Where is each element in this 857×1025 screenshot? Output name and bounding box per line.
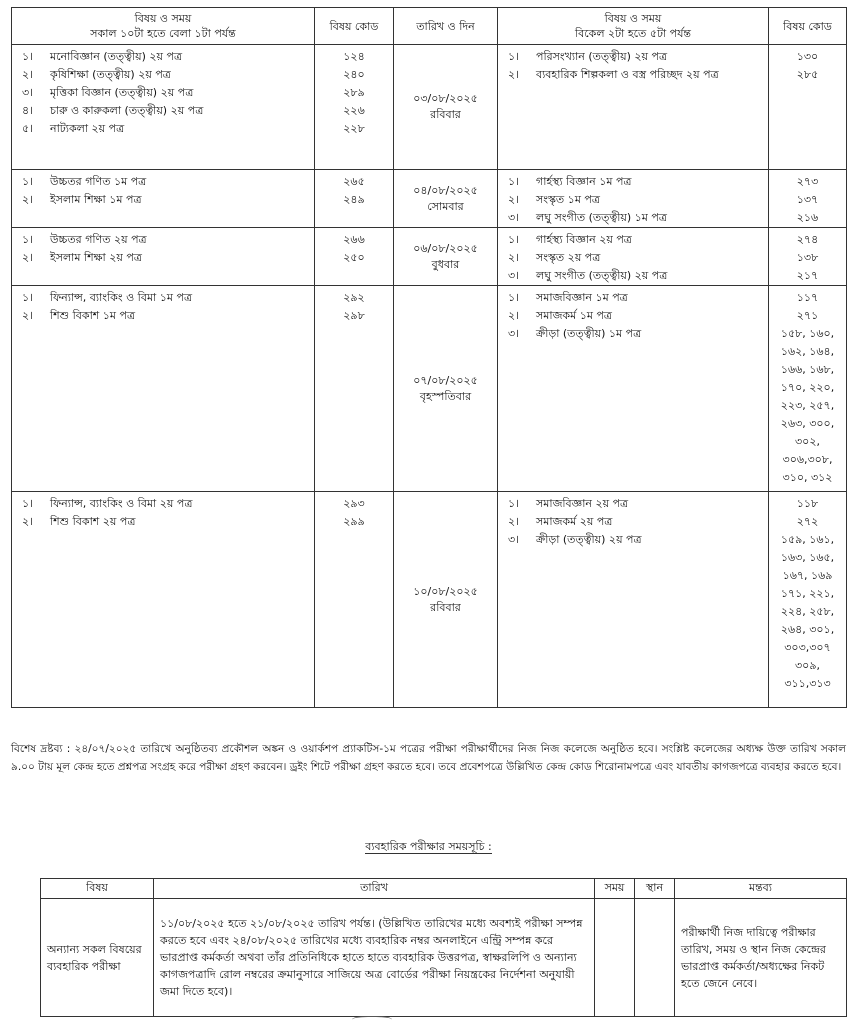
routine-row bbox=[12, 492, 847, 708]
subject-number: ১। bbox=[22, 233, 34, 246]
practical-place bbox=[635, 899, 675, 1017]
routine-row bbox=[12, 170, 847, 228]
subject-name: সমাজকর্ম ১ম পত্র bbox=[536, 309, 612, 322]
practical-remarks: পরীক্ষার্থী নিজ দায়িত্বে পরীক্ষার তারিখ, সময় ও স্থান নিজ কেন্দ্রের ভারপ্রাপ্ত কর্মকর্তা/অধ্যক্ষের নিকট হতে জেনে নেবে। bbox=[675, 899, 847, 1017]
subject-number: ২। bbox=[22, 251, 34, 264]
subject-name: সংস্কৃত ১ম পত্র bbox=[536, 193, 600, 206]
exam-day: রবিবার bbox=[430, 108, 461, 121]
subject-code: ২৮৫ bbox=[796, 68, 819, 81]
subject-code: ১৬৩, ১৬৫, bbox=[780, 551, 835, 564]
morning-subjects-cell bbox=[12, 170, 315, 228]
exam-date: ০৩/০৮/২০২৫ bbox=[413, 92, 478, 105]
subject-number: ১। bbox=[22, 50, 34, 63]
subject-number: ৩। bbox=[22, 86, 34, 99]
practical-date: ১১/০৮/২০২৫ হতে ২১/০৮/২০২৫ তারিখ পর্যন্ত। (উল্লিখিত তারিখের মধ্যে অবশ্যই পরীক্ষা সম্পন্ন করতে হবে এবং ২৪/০৮/২০২৫ তারিখের মধ্যে ব্যবহারিক নম্বর অনলাইনে এন্ট্রি সম্পন্ন করে ভারপ্রাপ্ত কর্মকর্তা অথবা তাঁর প্রতিনিধিকে হাতে হাতে ব্যবহারিক উত্তরপত্র, স্বাক্ষরলিপি ও অন্যান্য কাগজপত্রাদি রোল নম্বরের ক্রমানুসারে সাজিয়ে অত্র বোর্ডের পরীক্ষা নিয়ন্ত্রকের নির্দেশনা অনুযায়ী জমা দিতে হবে)। bbox=[154, 899, 595, 1017]
subject-item bbox=[12, 289, 314, 307]
subject-item bbox=[12, 102, 314, 120]
routine-header-row bbox=[12, 8, 847, 45]
subject-name: ফিন্যান্স, ব্যাংকিং ও বিমা ২য় পত্র bbox=[50, 497, 193, 510]
subject-name: ক্রীড়া (তত্ত্বীয়) ১ম পত্র bbox=[536, 327, 642, 340]
subject-name: চারু ও কারুকলা (তত্ত্বীয়) ২য় পত্র bbox=[50, 104, 204, 117]
morning-subjects-cell bbox=[12, 45, 315, 170]
subject-name: লঘু সংগীত (তত্ত্বীয়) ২য় পত্র bbox=[536, 269, 668, 282]
practical-header-row bbox=[41, 879, 847, 899]
subject-item bbox=[12, 66, 314, 84]
subject-number: ১। bbox=[508, 291, 520, 304]
exam-day: রবিবার bbox=[430, 600, 461, 614]
morning-code-list bbox=[315, 45, 393, 138]
morning-code-list bbox=[315, 228, 393, 267]
subject-code: ৩০৯, bbox=[795, 659, 820, 672]
subject-item bbox=[498, 513, 768, 531]
subject-name: সংস্কৃত ২য় পত্র bbox=[536, 251, 601, 264]
subject-number: ২। bbox=[22, 515, 34, 528]
subject-code: ৩০৬,৩০৮, bbox=[782, 453, 833, 466]
subject-number: ২। bbox=[508, 251, 520, 264]
subject-number: ৫। bbox=[22, 122, 34, 135]
subject-item bbox=[12, 173, 314, 191]
subject-number: ১। bbox=[508, 233, 520, 246]
subject-code: ১৭১, ২২১, bbox=[780, 587, 835, 600]
subject-name: গার্হস্থ্য বিজ্ঞান ১ম পত্র bbox=[536, 175, 632, 188]
afternoon-codes-cell bbox=[769, 170, 847, 228]
subject-code: ২৪৯ bbox=[343, 193, 365, 206]
subject-code: ১৩০ bbox=[796, 50, 819, 63]
afternoon-subject-list bbox=[498, 45, 768, 84]
subject-number: ২। bbox=[508, 193, 520, 206]
exam-date-cell bbox=[394, 228, 498, 286]
subject-number: ২। bbox=[508, 68, 520, 81]
subject-item bbox=[498, 48, 768, 66]
afternoon-code-list bbox=[769, 228, 846, 285]
subject-code: ১৩৮ bbox=[796, 251, 819, 264]
subject-name: উচ্চতর গণিত ১ম পত্র bbox=[50, 175, 147, 188]
subject-item bbox=[498, 191, 768, 209]
morning-subjects-cell bbox=[12, 286, 315, 492]
afternoon-subject-list bbox=[498, 170, 768, 227]
exam-routine-table bbox=[11, 7, 847, 708]
subject-code: ২১৭ bbox=[796, 269, 819, 282]
exam-date: ০৭/০৮/২০২৫ bbox=[413, 373, 478, 387]
subject-code: ২১৬ bbox=[796, 211, 819, 224]
afternoon-subject-list bbox=[498, 228, 768, 285]
subject-code: ৩১০, ৩১২ bbox=[782, 471, 833, 484]
subject-code: ১৬২, ১৬৪, bbox=[780, 345, 835, 358]
exam-date-cell bbox=[394, 492, 498, 708]
morning-subjects-cell bbox=[12, 228, 315, 286]
subject-item bbox=[12, 120, 314, 138]
subject-number: ১। bbox=[508, 175, 520, 188]
afternoon-subject-list bbox=[498, 492, 768, 549]
subject-name: সমাজকর্ম ২য় পত্র bbox=[536, 515, 613, 528]
morning-code-list bbox=[315, 492, 393, 531]
morning-codes-cell bbox=[315, 286, 394, 492]
subject-item bbox=[498, 531, 768, 549]
date-day-header: তারিখ ও দিন bbox=[394, 8, 498, 45]
subject-number: ১। bbox=[508, 497, 520, 510]
subject-number: ৩। bbox=[508, 327, 520, 340]
subject-item bbox=[498, 289, 768, 307]
subject-name: ক্রীড়া (তত্ত্বীয়) ২য় পত্র bbox=[536, 533, 642, 546]
subject-code: ২৯২ bbox=[343, 291, 365, 304]
afternoon-codes-cell bbox=[769, 286, 847, 492]
subject-number: ১। bbox=[22, 497, 34, 510]
subject-name: গার্হস্থ্য বিজ্ঞান ২য় পত্র bbox=[536, 233, 632, 246]
morning-subject-list bbox=[12, 492, 314, 531]
subject-code: ২৬৪, ৩০১, bbox=[780, 623, 835, 636]
subject-code-header-2: বিষয় কোড bbox=[769, 8, 847, 45]
subject-code: ৩০৩,৩০৭ bbox=[784, 641, 831, 654]
exam-day: বৃহস্পতিবার bbox=[419, 389, 472, 403]
subject-name: কৃষিশিক্ষা (তত্ত্বীয়) ২য় পত্র bbox=[50, 68, 171, 81]
practical-time bbox=[595, 899, 635, 1017]
subject-item bbox=[12, 231, 314, 249]
subject-item bbox=[12, 48, 314, 66]
morning-subject-list bbox=[12, 45, 314, 138]
morning-codes-cell bbox=[315, 492, 394, 708]
subject-code: ১৫৮, ১৬০, bbox=[780, 327, 835, 340]
subject-code: ৩১১,৩১৩ bbox=[784, 677, 831, 690]
subject-code: ২২৬ bbox=[343, 104, 365, 117]
subject-code: ১৬৬, ১৬৮, bbox=[780, 363, 835, 376]
afternoon-subjects-cell bbox=[498, 45, 769, 170]
subject-code-header: বিষয় কোড bbox=[315, 8, 394, 45]
subject-name: নাট্যকলা ২য় পত্র bbox=[50, 122, 125, 135]
subject-number: ৪। bbox=[22, 104, 34, 117]
morning-codes-cell bbox=[315, 228, 394, 286]
subject-item bbox=[498, 209, 768, 227]
practical-date-header: তারিখ bbox=[154, 879, 595, 899]
morning-codes-cell bbox=[315, 170, 394, 228]
subject-number: ২। bbox=[508, 309, 520, 322]
afternoon-subjects-cell bbox=[498, 228, 769, 286]
routine-row bbox=[12, 228, 847, 286]
special-note: বিশেষ দ্রষ্টব্য : ২৪/০৭/২০২৫ তারিখে অনুষ্ঠিতব্য প্রকৌশল অঙ্কন ও ওয়ার্কশপ প্র্যাকটিস-১ম পত্রের পরীক্ষা পরীক্ষার্থীদের নিজ নিজ কলেজে অনুষ্ঠিত হবে। সংশ্লিষ্ট কলেজের অধ্যক্ষ উক্ত তারিখ সকাল ৯.০০ টায় মূল কেন্দ্র হতে প্রশ্নপত্র সংগ্রহ করে পরীক্ষা গ্রহণ করবেন। ড্রইং শিটে পরীক্ষা গ্রহণ করতে হবে। তবে প্রবেশপত্রে উল্লিখিত কেন্দ্র কোড শিরোনামপত্রে এবং যাবতীয় কাগজপত্রে ব্যবহার করতে হবে। bbox=[11, 743, 846, 773]
subject-name: সমাজবিজ্ঞান ১ম পত্র bbox=[536, 291, 628, 304]
subject-code: ১১৭ bbox=[796, 291, 819, 304]
subject-code: ২৪০ bbox=[343, 68, 365, 81]
subject-code: ২২৪, ২৫৮, bbox=[780, 605, 835, 618]
subject-number: ১। bbox=[22, 291, 34, 304]
subject-name: ইসলাম শিক্ষা ১ম পত্র bbox=[50, 193, 142, 206]
exam-day: বুধবার bbox=[431, 257, 460, 271]
practical-subject-header: বিষয় bbox=[41, 879, 154, 899]
subject-item bbox=[12, 307, 314, 325]
subject-name: ইসলাম শিক্ষা ২য় পত্র bbox=[50, 251, 142, 264]
subject-name: শিশু বিকাশ ২য় পত্র bbox=[50, 515, 136, 528]
subject-number: ৩। bbox=[508, 533, 520, 546]
subject-code: ১৬৭, ১৬৯ bbox=[782, 569, 833, 582]
subject-code: ২৭১ bbox=[796, 309, 819, 322]
subject-code: ১৫৯, ১৬১, bbox=[780, 533, 835, 546]
exam-date-cell bbox=[394, 170, 498, 228]
subject-name: পরিসংখ্যান (তত্ত্বীয়) ২য় পত্র bbox=[536, 50, 668, 63]
subject-code: ২৯৩ bbox=[343, 497, 365, 510]
afternoon-subjects-cell bbox=[498, 286, 769, 492]
morning-subject-list bbox=[12, 286, 314, 325]
subject-code: ১২৪ bbox=[343, 50, 365, 63]
afternoon-codes-cell bbox=[769, 228, 847, 286]
afternoon-codes-cell bbox=[769, 45, 847, 170]
subject-code: ২৬৩, ৩০০, bbox=[780, 417, 835, 430]
subject-number: ২। bbox=[22, 309, 34, 322]
afternoon-codes-cell bbox=[769, 492, 847, 708]
morning-code-list bbox=[315, 170, 393, 209]
subject-item bbox=[12, 513, 314, 531]
subject-name: মৃত্তিকা বিজ্ঞান (তত্ত্বীয়) ২য় পত্র bbox=[50, 86, 194, 99]
practical-time-header: সময় bbox=[595, 879, 635, 899]
afternoon-subjects-cell bbox=[498, 492, 769, 708]
subject-code: ২২৮ bbox=[343, 122, 365, 135]
subject-name: লঘু সংগীত (তত্ত্বীয়) ১ম পত্র bbox=[536, 211, 667, 224]
subject-item bbox=[498, 231, 768, 249]
practical-row bbox=[41, 899, 847, 1017]
subject-name: শিশু বিকাশ ১ম পত্র bbox=[50, 309, 136, 322]
subject-number: ২। bbox=[22, 68, 34, 81]
exam-date: ১০/০৮/২০২৫ bbox=[413, 584, 478, 598]
subject-number: ২। bbox=[508, 515, 520, 528]
subject-number: ২। bbox=[22, 193, 34, 206]
exam-date: ০৬/০৮/২০২৫ bbox=[413, 241, 478, 255]
practical-schedule-table bbox=[40, 878, 847, 1017]
exam-date: ০৪/০৮/২০২৫ bbox=[413, 183, 478, 197]
subject-name: উচ্চতর গণিত ২য় পত্র bbox=[50, 233, 147, 246]
subject-name: মনোবিজ্ঞান (তত্ত্বীয়) ২য় পত্র bbox=[50, 50, 183, 63]
afternoon-subjects-cell bbox=[498, 170, 769, 228]
subject-code: ১১৮ bbox=[796, 497, 819, 510]
morning-code-list bbox=[315, 286, 393, 325]
subject-item bbox=[498, 495, 768, 513]
subject-code: ২৬৫ bbox=[343, 175, 365, 188]
subject-item bbox=[498, 66, 768, 84]
practical-title: ব্যবহারিক পরীক্ষার সময়সূচি : bbox=[365, 840, 492, 853]
subject-code: ২৯৯ bbox=[343, 515, 365, 528]
subject-name: ফিন্যান্স, ব্যাংকিং ও বিমা ১ম পত্র bbox=[50, 291, 193, 304]
subject-code: ৩০২, bbox=[795, 435, 820, 448]
subject-code: ১৭০, ২২০, bbox=[780, 381, 835, 394]
subject-code: ২৭৩ bbox=[796, 175, 819, 188]
exam-date-cell bbox=[394, 286, 498, 492]
afternoon-code-list bbox=[769, 492, 846, 693]
morning-subjects-cell bbox=[12, 492, 315, 708]
afternoon-code-list bbox=[769, 170, 846, 227]
subject-number: ৩। bbox=[508, 211, 520, 224]
subject-name: সমাজবিজ্ঞান ২য় পত্র bbox=[536, 497, 629, 510]
practical-remarks-header: মন্তব্য bbox=[675, 879, 847, 899]
subject-code: ২৫০ bbox=[343, 251, 365, 264]
subject-number: ১। bbox=[22, 175, 34, 188]
subject-item bbox=[498, 307, 768, 325]
subject-code: ২৬৬ bbox=[343, 233, 365, 246]
subject-item bbox=[498, 173, 768, 191]
afternoon-header: বিষয় ও সময় বিকেল ২টা হতে ৫টা পর্যন্ত bbox=[498, 8, 769, 45]
subject-item bbox=[498, 325, 768, 343]
subject-name: ব্যবহারিক শিল্পকলা ও বস্ত্র পরিচ্ছদ ২য় পত্র bbox=[536, 68, 719, 81]
morning-header: বিষয় ও সময় সকাল ১০টা হতে বেলা ১টা পর্যন্ত bbox=[12, 8, 315, 45]
morning-subject-list bbox=[12, 228, 314, 267]
subject-code: ২৭৪ bbox=[796, 233, 819, 246]
practical-subject: অন্যান্য সকল বিষয়ের ব্যবহারিক পরীক্ষা bbox=[41, 899, 154, 1017]
afternoon-code-list bbox=[769, 286, 846, 487]
subject-code: ২২৩, ২৫৭, bbox=[780, 399, 835, 412]
subject-item bbox=[12, 249, 314, 267]
subject-item bbox=[12, 495, 314, 513]
morning-subject-list bbox=[12, 170, 314, 209]
routine-row bbox=[12, 286, 847, 492]
subject-number: ১। bbox=[508, 50, 520, 63]
exam-date-cell bbox=[394, 45, 498, 170]
subject-item bbox=[498, 249, 768, 267]
afternoon-subject-list bbox=[498, 286, 768, 343]
subject-code: ২৭২ bbox=[796, 515, 819, 528]
routine-row bbox=[12, 45, 847, 170]
morning-codes-cell bbox=[315, 45, 394, 170]
subject-item bbox=[498, 267, 768, 285]
subject-code: ২৯৮ bbox=[343, 309, 365, 322]
afternoon-code-list bbox=[769, 45, 846, 84]
subject-code: ২৮৯ bbox=[343, 86, 365, 99]
subject-item bbox=[12, 191, 314, 209]
practical-place-header: স্থান bbox=[635, 879, 675, 899]
subject-number: ৩। bbox=[508, 269, 520, 282]
exam-day: সোমবার bbox=[427, 199, 464, 213]
subject-code: ১৩৭ bbox=[796, 193, 819, 206]
subject-item bbox=[12, 84, 314, 102]
